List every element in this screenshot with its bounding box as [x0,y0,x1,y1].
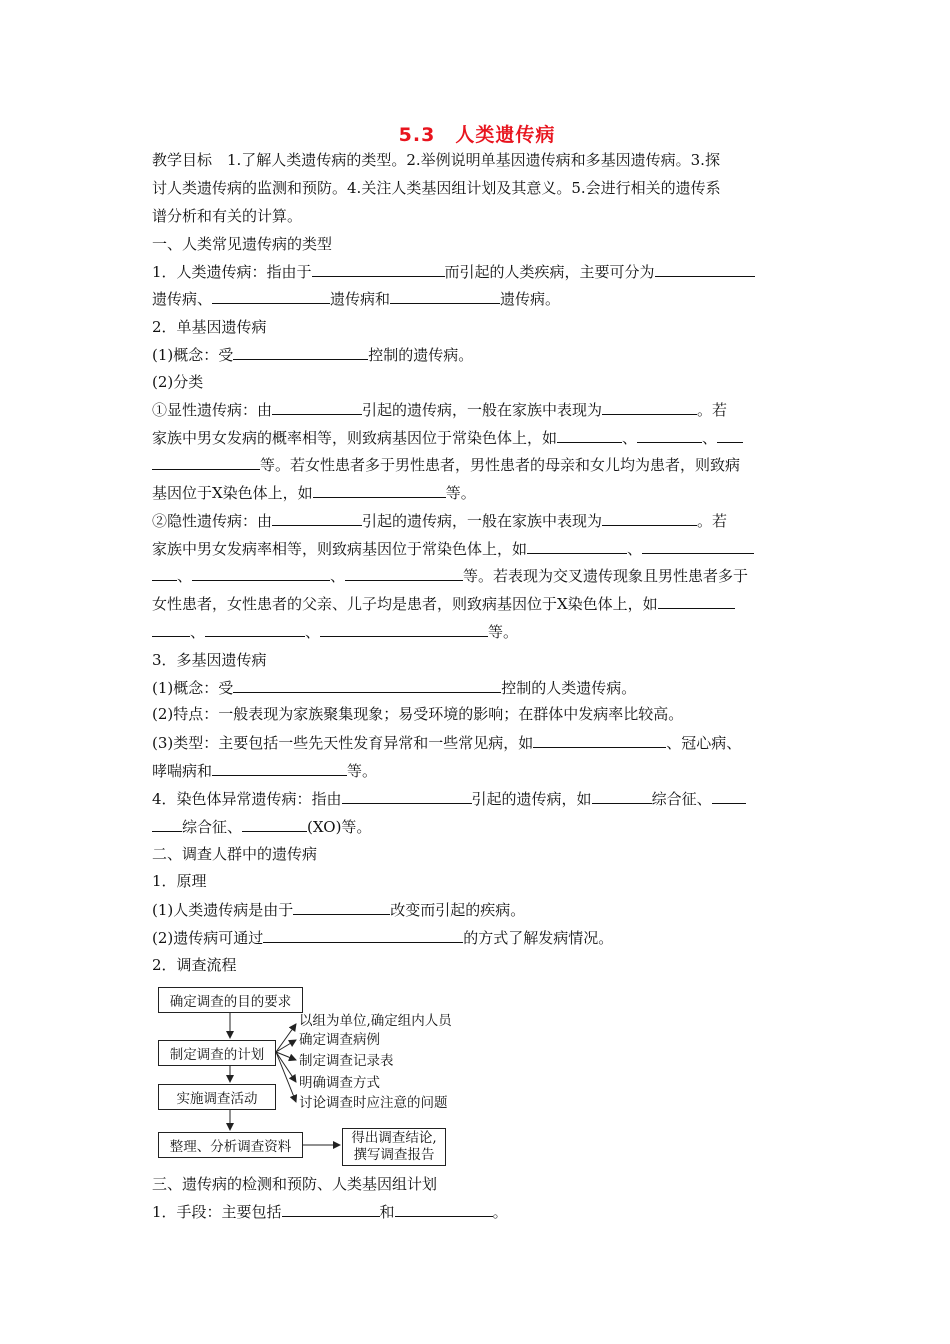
para-2-heading: 2．单基因遗传病 [152,318,267,336]
para-3-heading: 3．多基因遗传病 [152,651,267,669]
text: 撰写调查报告 [353,1147,435,1163]
text: 综合征、 [182,818,243,836]
principle-heading: 1．原理 [152,872,207,890]
text: 遗传病、 [152,290,213,308]
text: 引起的遗传病，一般在家族中表现为 [362,512,603,530]
text: (1)人类遗传病是由于 [152,901,294,919]
section-2-heading: 二、调查人群中的遗传病 [152,845,318,863]
text: 4．染色体异常遗传病：指由 [152,790,342,808]
flow-step-4-box: 整理、分析调查资料 [158,1132,303,1158]
goals-line-3: 谱分析和有关的计算。 [152,207,303,225]
text: 1．人类遗传病：指由于 [152,263,312,281]
plan-option: 确定调查病例 [299,1032,380,1048]
text: 等。 [488,623,519,641]
procedure-heading: 2．调查流程 [152,956,237,974]
goals-line-1: 教学目标 1.了解人类遗传病的类型。2.举例说明单基因遗传病和多基因遗传病。3.探 [152,151,720,169]
text: ②隐性遗传病：由 [152,512,273,530]
text: 家族中男女发病率相等，则致病基因位于常染色体上，如 [152,540,528,558]
plan-option: 以组为单位,确定组内人员 [299,1013,452,1029]
flow-step-2-box: 制定调查的计划 [158,1040,276,1066]
fill-blank[interactable] [395,1201,493,1217]
flow-step-3-box: 实施调查活动 [158,1084,276,1110]
flow-step-5-box [342,1128,446,1166]
text: 综合征、 [651,790,712,808]
flow-step-1-box: 确定调查的目的要求 [158,987,303,1013]
means-line [152,1201,508,1222]
plan-option: 讨论调查时应注意的问题 [299,1095,448,1111]
text: 控制的人类遗传病。 [501,679,637,697]
text: 控制的遗传病。 [368,346,474,364]
plan-option: 制定调查记录表 [299,1053,394,1069]
text: 、冠心病、 [666,734,742,752]
text: 等。若表现为交叉遗传现象且男性患者多于 [463,567,749,585]
text: 等。 [445,484,476,502]
text: 、 [190,623,206,641]
text: 、 [627,540,643,558]
text: 的方式了解发病情况。 [463,929,614,947]
text: 改变而引起的疾病。 [390,901,526,919]
section-3-heading: 三、遗传病的检测和预防、人类基因组计划 [152,1175,438,1193]
text: 等。 [347,762,378,780]
classification-heading: (2)分类 [152,373,204,391]
text: 哮喘病和 [152,762,213,780]
text: 、 [177,567,193,585]
text: 等。若女性患者多于男性患者，男性患者的母亲和女儿均为患者，则致病 [260,456,741,474]
text: 、 [702,429,718,447]
fill-blank[interactable] [282,1201,380,1217]
text: (XO)等。 [307,818,372,836]
text: 和 [379,1203,395,1221]
text: 。若 [697,512,728,530]
text: 女性患者，女性患者的父亲、儿子均是患者，则致病基因位于X染色体上，如 [152,595,658,613]
text: (3)类型：主要包括一些先天性发育异常和一些常见病，如 [152,734,534,752]
text: 遗传病和 [330,290,391,308]
page-title: 5.3 人类遗传病 [398,124,556,146]
text: 、 [305,623,321,641]
goals-line-2: 讨人类遗传病的监测和预防。4.关注人类基因组计划及其意义。5.会进行相关的遗传系 [152,179,721,197]
text: ①显性遗传病：由 [152,401,273,419]
section-1-heading: 一、人类常见遗传病的类型 [152,235,333,253]
text: 基因位于X染色体上，如 [152,484,313,502]
text: 。 [492,1203,508,1221]
text: (1)概念：受 [152,679,234,697]
text: 遗传病。 [500,290,561,308]
text: 家族中男女发病的概率相等，则致病基因位于常染色体上，如 [152,429,558,447]
text: 。若 [697,401,728,419]
text: (1)概念：受 [152,346,234,364]
text: 而引起的人类疾病，主要可分为 [444,263,655,281]
text: (2)遗传病可通过 [152,929,264,947]
text: 、 [330,567,346,585]
text: 得出调查结论, [351,1130,437,1146]
text: 引起的遗传病，一般在家族中表现为 [362,401,603,419]
multi-feature-line: (2)特点：一般表现为家族聚集现象；易受环境的影响；在群体中发病率比较高。 [152,705,684,723]
text: 1．手段：主要包括 [152,1203,282,1221]
text: 引起的遗传病，如 [471,790,592,808]
plan-option: 明确调查方式 [299,1075,380,1091]
text: 、 [622,429,638,447]
